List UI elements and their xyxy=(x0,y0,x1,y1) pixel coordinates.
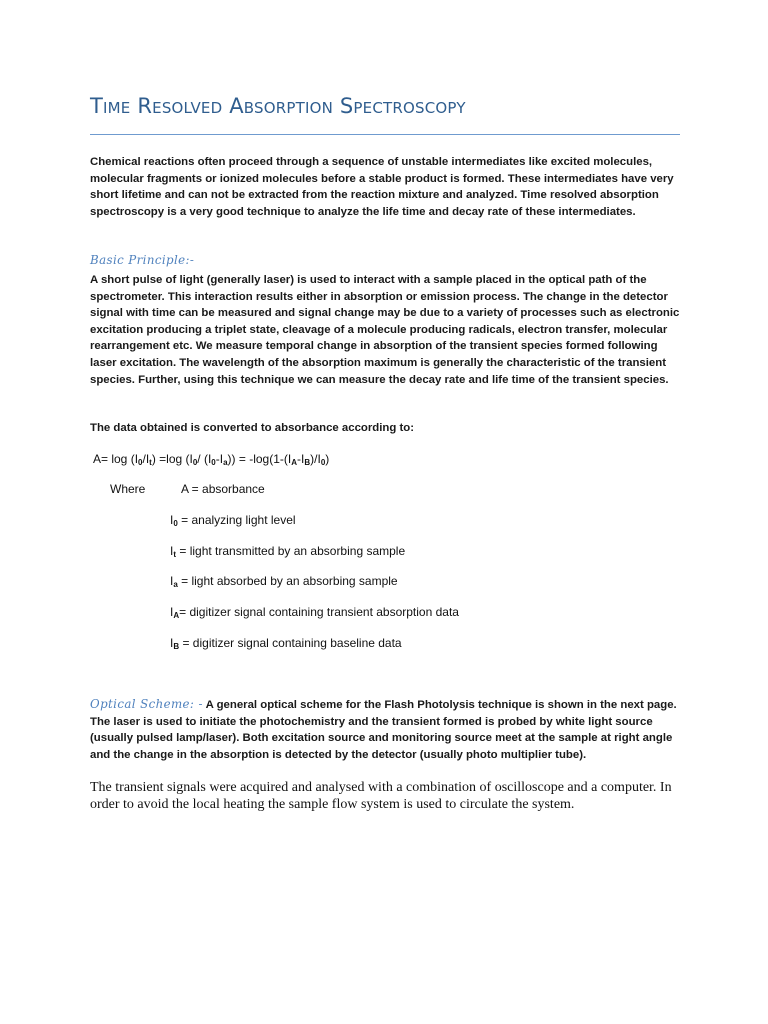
definition-subscript: a xyxy=(173,580,178,589)
definition-text: = analyzing light level xyxy=(177,513,296,527)
optical-scheme-heading: Optical Scheme: - xyxy=(90,697,203,711)
formula-subscript: 0 xyxy=(320,458,326,467)
formula-subscript: 0 xyxy=(211,458,216,467)
definition-subscript: t xyxy=(173,550,177,559)
formula-part: )) = -log(1-(I xyxy=(227,452,292,466)
title-divider xyxy=(90,134,680,135)
absorbance-definition: A = absorbance xyxy=(181,482,265,496)
formula-subscript: 0 xyxy=(138,458,143,467)
absorbance-formula xyxy=(93,452,329,467)
definition-i0 xyxy=(170,513,296,528)
formula-part: )/I xyxy=(310,452,321,466)
basic-principle-paragraph: A short pulse of light (generally laser) is used to interact with a sample placed in the optical path of the spectrometer. This interaction results either in absorption or emission process. The change in the detector signal with time can be measured and signal change may be due to a variety of processes such as electronic excitation producing a triplet state, cleavage of a molecule producing radicals, electron transfer, molecular rearrangement etc. We measure temporal change in absorption of the transient species formed following laser excitation. The wavelength of the absorption maximum is generally the characteristic of the transient species. Further, using this technique we can measure the decay rate and life time of the transient species. xyxy=(90,274,680,386)
formula-subscript: B xyxy=(304,458,311,467)
definition-subscript: B xyxy=(173,642,180,651)
formula-part: -I xyxy=(215,452,224,466)
optical-scheme-paragraph xyxy=(90,696,680,763)
formula-part: ) =log (I xyxy=(151,452,193,466)
definition-it xyxy=(170,544,405,559)
definition-text: = light transmitted by an absorbing sample xyxy=(176,544,406,558)
definition-ib xyxy=(170,636,402,651)
intro-paragraph: Chemical reactions often proceed through a sequence of unstable intermediates like excited molecules, molecular fragments or ionized molecules before a stable product is formed. These intermediates have very short lifetime and can not be extracted from the reaction mixture and analyzed. Time resolved absorption spectroscopy is a very good technique to analyze the life time and decay rate of these intermediates. xyxy=(90,156,674,218)
formula-subscript: A xyxy=(291,458,298,467)
basic-principle-heading: Basic Principle:- xyxy=(90,253,195,267)
formula-subscript: t xyxy=(149,458,152,467)
definition-ia-digitizer xyxy=(170,605,459,620)
optical-scheme-text: A general optical scheme for the Flash Photolysis technique is shown in the next page. The laser is used to initiate the photochemistry and the transient formed is probed by white light source (usually pulsed lamp/laser). Both excitation source and monitoring source meet at the sample at right angle and the change in the absorption is detected by the detector (usually photo multiplier tube). xyxy=(90,699,677,761)
formula-part: A= log (I xyxy=(93,452,139,466)
conversion-sentence: The data obtained is converted to absorbance according to: xyxy=(90,422,415,434)
where-label: Where xyxy=(110,482,146,496)
formula-subscript: 0 xyxy=(192,458,198,467)
definition-ia xyxy=(170,574,398,589)
formula-part: -I xyxy=(297,452,305,466)
formula-part: ) xyxy=(325,452,330,466)
definition-symbol: I xyxy=(170,544,174,558)
page-title: Time Resolved Absorption Spectroscopy xyxy=(90,94,466,118)
definition-text: = digitizer signal containing baseline data xyxy=(179,636,402,650)
definition-symbol: I xyxy=(170,605,174,619)
definition-text: = light absorbed by an absorbing sample xyxy=(177,574,398,588)
definition-text: = digitizer signal containing transient absorption data xyxy=(179,605,459,619)
definition-subscript: 0 xyxy=(173,519,178,528)
formula-subscript: a xyxy=(223,458,228,467)
formula-part: / (I xyxy=(197,452,212,466)
formula-part: /I xyxy=(142,452,150,466)
transient-signals-paragraph: The transient signals were acquired and analysed with a combination of oscilloscope and a computer. In order to avoid the local heating the sample flow system is used to circulate the system. xyxy=(90,780,672,812)
definition-symbol: I xyxy=(170,636,174,650)
definition-symbol: I xyxy=(170,513,174,527)
definition-symbol: I xyxy=(170,574,174,588)
definition-subscript: A xyxy=(173,611,180,620)
